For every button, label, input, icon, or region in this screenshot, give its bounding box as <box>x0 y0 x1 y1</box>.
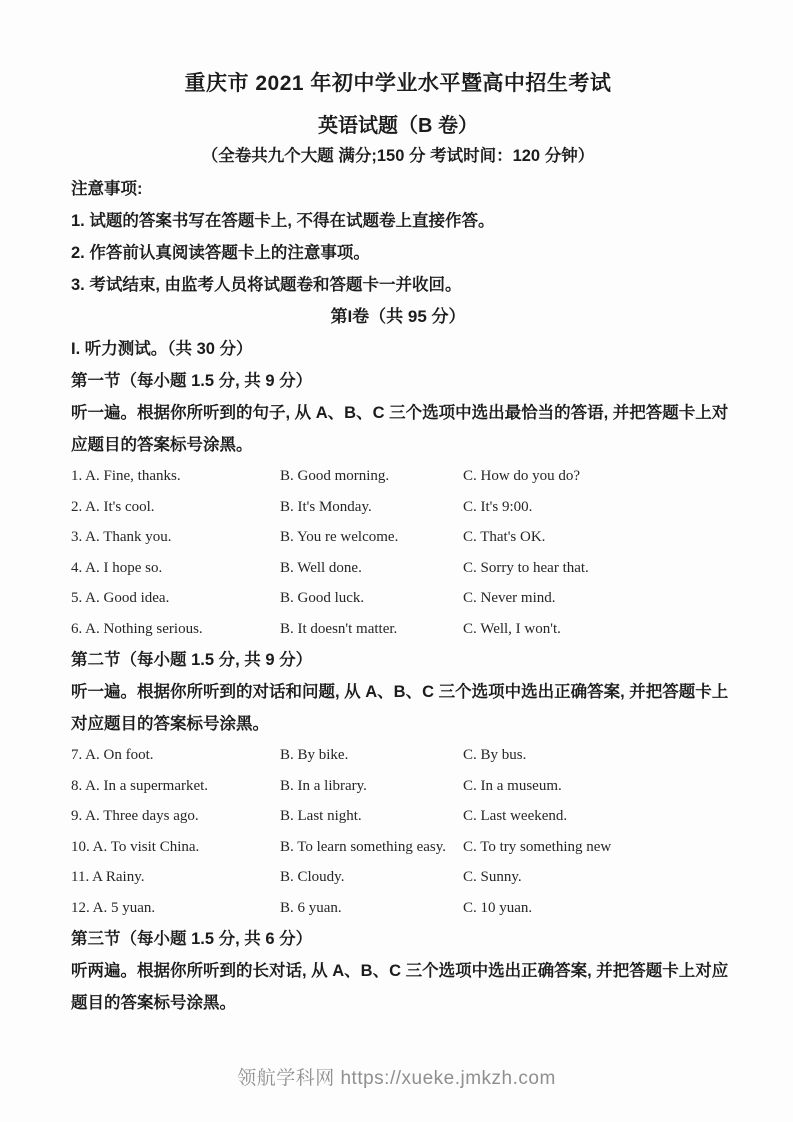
section1-instruction-line2: 应题目的答案标号涂黑。 <box>71 436 253 454</box>
q6-option-b: B. It doesn't matter. <box>280 620 398 637</box>
question-row-7 <box>71 740 725 771</box>
q8-option-a: 8. A. In a supermarket. <box>71 777 209 794</box>
q10-option-b: B. To learn something easy. <box>280 838 447 855</box>
question-row-2 <box>71 492 725 523</box>
question-row-12 <box>71 893 725 924</box>
question-row-5 <box>71 583 725 614</box>
q7-option-a: 7. A. On foot. <box>71 747 154 763</box>
q8-option-b: B. In a library. <box>280 777 367 794</box>
page-subtitle: 英语试题（B 卷） <box>318 115 478 137</box>
q12-option-a: 12. A. 5 yuan. <box>71 899 156 916</box>
q2-option-b: B. It's Monday. <box>280 498 372 515</box>
q12-option-b: B. 6 yuan. <box>280 899 342 916</box>
q4-option-b: B. Well done. <box>280 559 362 576</box>
notice-item-2: 2. 作答前认真阅读答题卡上的注意事项。 <box>71 244 370 262</box>
section3-heading: 第三节（每小题 1.5 分, 共 6 分） <box>71 930 313 948</box>
notice-item-3: 3. 考试结束, 由监考人员将试题卷和答题卡一并收回。 <box>71 276 462 294</box>
q5-option-c: C. Never mind. <box>463 590 556 606</box>
question-row-10 <box>71 832 725 863</box>
q8-option-c: C. In a museum. <box>463 777 562 794</box>
part1-heading: 第I卷（共 95 分） <box>330 307 466 326</box>
q5-option-b: B. Good luck. <box>280 590 365 606</box>
question-row-3 <box>71 522 725 553</box>
q4-option-c: C. Sorry to hear that. <box>463 559 589 576</box>
question-row-9 <box>71 801 725 832</box>
section2-instruction-line2: 对应题目的答案标号涂黑。 <box>71 715 269 733</box>
section3-instruction-line2: 题目的答案标号涂黑。 <box>71 994 236 1012</box>
section2-instruction-line1: 听一遍。根据你所听到的对话和问题, 从 A、B、C 三个选项中选出正确答案, 并把答题卡上 <box>71 683 729 701</box>
section2-heading: 第二节（每小题 1.5 分, 共 9 分） <box>71 651 313 669</box>
q12-option-c: C. 10 yuan. <box>463 899 533 916</box>
q10-option-a: 10. A. To visit China. <box>71 838 200 855</box>
q1-option-b: B. Good morning. <box>280 468 390 484</box>
exam-meta-line: （全卷共九个大题 满分;150 分 考试时间：120 分钟） <box>201 147 595 165</box>
q10-option-c: C. To try something new <box>463 838 612 855</box>
q9-option-b: B. Last night. <box>280 808 362 824</box>
q11-option-a: 11. A Rainy. <box>71 869 145 885</box>
q11-option-b: B. Cloudy. <box>280 869 345 885</box>
q3-option-b: B. You re welcome. <box>280 529 399 545</box>
q2-option-a: 2. A. It's cool. <box>71 498 155 515</box>
question-row-8 <box>71 771 725 802</box>
site-watermark: 领航学科网 https://xueke.jmkzh.com <box>237 1068 556 1089</box>
question-row-1 <box>71 461 725 492</box>
section1-heading: 第一节（每小题 1.5 分, 共 9 分） <box>71 372 313 390</box>
page-title: 重庆市 2021 年初中学业水平暨高中招生考试 <box>184 72 612 95</box>
question-row-6 <box>71 614 725 645</box>
section3-instruction-line1: 听两遍。根据你所听到的长对话, 从 A、B、C 三个选项中选出正确答案, 并把答题卡上对应 <box>71 962 729 980</box>
q11-option-c: C. Sunny. <box>463 869 522 885</box>
q6-option-c: C. Well, I won't. <box>463 620 561 637</box>
q1-option-a: 1. A. Fine, thanks. <box>71 468 181 484</box>
q7-option-b: B. By bike. <box>280 747 349 763</box>
notices-heading: 注意事项: <box>71 180 143 198</box>
q5-option-a: 5. A. Good idea. <box>71 590 170 606</box>
question-row-11 <box>71 862 725 893</box>
q7-option-c: C. By bus. <box>463 747 527 763</box>
notice-item-1: 1. 试题的答案书写在答题卡上, 不得在试题卷上直接作答。 <box>71 212 495 230</box>
section1-instruction-line1: 听一遍。根据你所听到的句子, 从 A、B、C 三个选项中选出最恰当的答语, 并把答题卡上对 <box>71 404 729 422</box>
question-row-4 <box>71 553 725 584</box>
q1-option-c: C. How do you do? <box>463 468 581 484</box>
q6-option-a: 6. A. Nothing serious. <box>71 620 203 637</box>
q2-option-c: C. It's 9:00. <box>463 498 533 515</box>
q9-option-a: 9. A. Three days ago. <box>71 808 199 824</box>
q3-option-c: C. That's OK. <box>463 529 546 545</box>
q3-option-a: 3. A. Thank you. <box>71 529 172 545</box>
q4-option-a: 4. A. I hope so. <box>71 559 163 576</box>
listening-test-heading: I. 听力测试。（共 30 分） <box>71 340 253 358</box>
q9-option-c: C. Last weekend. <box>463 808 568 824</box>
